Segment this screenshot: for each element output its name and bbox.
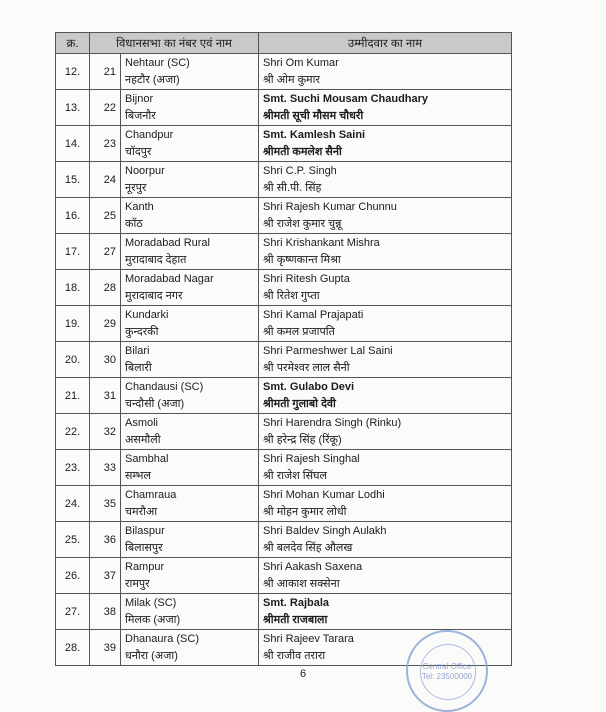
candidate-name-english: Shri Harendra Singh (Rinku) <box>263 416 402 429</box>
candidate-name-hindi: श्री आकाश सक्सेना <box>263 577 340 590</box>
constituency-number-cell <box>90 450 121 486</box>
table-row <box>56 414 512 450</box>
serial-number: 13. <box>64 101 81 114</box>
serial-number-cell <box>56 378 90 414</box>
table-row <box>56 594 512 630</box>
table-row <box>56 522 512 558</box>
serial-number: 22. <box>64 425 81 438</box>
constituency-name-english: Rampur <box>125 560 165 573</box>
constituency-name-hindi: मिलक (अजा) <box>125 613 181 626</box>
candidate-name-hindi: श्री हरेन्द्र सिंह (रिंकू) <box>263 433 342 446</box>
candidate-name-hindi: श्रीमती सूची मौसम चौधरी <box>263 109 364 122</box>
candidate-name-english: Shri Aakash Saxena <box>263 560 363 573</box>
candidate-name-english: Shri Krishankant Mishra <box>263 236 380 249</box>
constituency-name-english: Milak (SC) <box>125 596 177 609</box>
constituency-name-hindi: कुन्दरकी <box>125 325 159 338</box>
serial-number-cell <box>56 630 90 666</box>
serial-number-cell <box>56 594 90 630</box>
candidate-name-english: Shri Baldev Singh Aulakh <box>263 524 387 537</box>
candidate-name-hindi: श्रीमती कमलेश सैनी <box>263 145 342 158</box>
stamp-text-phone: Tel: 23500000 <box>421 672 473 681</box>
serial-number-cell <box>56 486 90 522</box>
constituency-number: 24 <box>103 173 116 186</box>
serial-number: 28. <box>64 641 81 654</box>
constituency-number: 30 <box>103 353 116 366</box>
candidate-name-english: Shri Mohan Kumar Lodhi <box>263 488 385 501</box>
table-row <box>56 54 512 90</box>
candidate-name-english: Smt. Rajbala <box>263 596 330 609</box>
table-row <box>56 90 512 126</box>
candidate-name-cell <box>259 414 512 450</box>
serial-number: 23. <box>64 461 81 474</box>
serial-number: 14. <box>64 137 81 150</box>
serial-number-cell <box>56 198 90 234</box>
candidate-name-english: Shri Ritesh Gupta <box>263 272 350 285</box>
candidate-name-cell <box>259 342 512 378</box>
candidate-name-english: Smt. Suchi Mousam Chaudhary <box>263 92 429 105</box>
candidate-name-cell <box>259 90 512 126</box>
constituency-name-cell <box>121 630 259 666</box>
table-row <box>56 558 512 594</box>
constituency-number-cell <box>90 378 121 414</box>
constituency-number: 31 <box>103 389 116 402</box>
constituency-number-cell <box>90 342 121 378</box>
candidate-name-cell <box>259 234 512 270</box>
constituency-name-hindi: बिलासपुर <box>125 541 163 554</box>
constituency-number-cell <box>90 126 121 162</box>
candidate-name-english: Shri Om Kumar <box>263 56 339 69</box>
constituency-name-cell <box>121 558 259 594</box>
stamp-text-office: Central Office <box>422 662 472 671</box>
candidate-name-cell <box>259 378 512 414</box>
serial-number-cell <box>56 54 90 90</box>
serial-number-cell <box>56 450 90 486</box>
candidate-name-cell <box>259 522 512 558</box>
constituency-number: 27 <box>103 245 116 258</box>
table-header-row <box>56 33 512 54</box>
page-number: 6 <box>299 668 307 680</box>
serial-number: 18. <box>64 281 81 294</box>
constituency-name-hindi: मुरादाबाद नगर <box>125 289 183 302</box>
candidate-name-english: Shri Rajesh Singhal <box>263 452 360 465</box>
constituency-name-cell <box>121 54 259 90</box>
serial-number-cell <box>56 342 90 378</box>
constituency-name-english: Bijnor <box>125 92 154 105</box>
constituency-number: 22 <box>103 101 116 114</box>
candidate-name-cell <box>259 270 512 306</box>
candidate-name-english: Smt. Gulabo Devi <box>263 380 355 393</box>
constituency-name-cell <box>121 450 259 486</box>
constituency-name-cell <box>121 198 259 234</box>
serial-number: 25. <box>64 533 81 546</box>
constituency-name-english: Chandausi (SC) <box>125 380 204 393</box>
constituency-number-cell <box>90 306 121 342</box>
serial-number-cell <box>56 558 90 594</box>
office-stamp <box>406 630 488 712</box>
candidate-name-cell <box>259 306 512 342</box>
serial-number: 17. <box>64 245 81 258</box>
candidate-name-hindi: श्री कृष्णकान्त मिश्रा <box>263 253 341 266</box>
constituency-name-english: Noorpur <box>125 164 165 177</box>
constituency-name-cell <box>121 162 259 198</box>
candidate-name-hindi: श्री कमल प्रजापति <box>263 325 335 338</box>
constituency-name-english: Kanth <box>125 200 154 213</box>
serial-number: 20. <box>64 353 81 366</box>
candidate-name-hindi: श्रीमती गुलाबो देवी <box>263 397 336 410</box>
constituency-number: 28 <box>103 281 116 294</box>
serial-number-cell <box>56 126 90 162</box>
constituency-name-hindi: असमौली <box>125 433 161 446</box>
table-row <box>56 342 512 378</box>
constituency-name-hindi: मुरादाबाद देहात <box>125 253 187 266</box>
candidate-name-cell <box>259 558 512 594</box>
constituency-name-english: Moradabad Nagar <box>125 272 214 285</box>
candidate-name-cell <box>259 54 512 90</box>
constituency-number: 33 <box>103 461 116 474</box>
constituency-number: 37 <box>103 569 116 582</box>
candidate-name-hindi: श्री रितेश गुप्ता <box>263 289 320 302</box>
constituency-number-cell <box>90 198 121 234</box>
constituency-name-english: Chandpur <box>125 128 174 141</box>
constituency-name-cell <box>121 414 259 450</box>
constituency-name-english: Moradabad Rural <box>125 236 210 249</box>
candidate-name-hindi: श्री परमेश्वर लाल सैनी <box>263 361 350 374</box>
table-row <box>56 486 512 522</box>
serial-number-cell <box>56 234 90 270</box>
serial-number: 16. <box>64 209 81 222</box>
constituency-number: 36 <box>103 533 116 546</box>
constituency-number-cell <box>90 54 121 90</box>
table-row <box>56 378 512 414</box>
constituency-number-cell <box>90 522 121 558</box>
constituency-name-hindi: धनौरा (अजा) <box>125 649 178 662</box>
candidate-name-hindi: श्रीमती राजबाला <box>263 613 328 626</box>
candidate-name-cell <box>259 162 512 198</box>
table-row <box>56 198 512 234</box>
candidate-name-english: Shri C.P. Singh <box>263 164 337 177</box>
constituency-name-cell <box>121 270 259 306</box>
table-row <box>56 234 512 270</box>
constituency-name-cell <box>121 522 259 558</box>
candidate-name-english: Shri Kamal Prajapati <box>263 308 364 321</box>
constituency-number-cell <box>90 270 121 306</box>
constituency-name-english: Asmoli <box>125 416 159 429</box>
serial-number-cell <box>56 414 90 450</box>
candidate-name-english: Shri Rajeev Tarara <box>263 632 354 645</box>
constituency-name-english: Bilari <box>125 344 150 357</box>
table-row <box>56 270 512 306</box>
table-row <box>56 450 512 486</box>
constituency-name-cell <box>121 234 259 270</box>
serial-number: 19. <box>64 317 81 330</box>
constituency-number-cell <box>90 234 121 270</box>
candidate-name-hindi: श्री राजेश सिंघल <box>263 469 327 482</box>
serial-number: 26. <box>64 569 81 582</box>
constituency-name-english: Chamraua <box>125 488 177 501</box>
candidate-name-english: Shri Rajesh Kumar Chunnu <box>263 200 397 213</box>
constituency-name-cell <box>121 378 259 414</box>
constituency-number: 29 <box>103 317 116 330</box>
constituency-number-cell <box>90 594 121 630</box>
serial-number: 12. <box>64 65 81 78</box>
constituency-name-cell <box>121 486 259 522</box>
constituency-name-hindi: चन्दौसी (अजा) <box>125 397 185 410</box>
table-row <box>56 306 512 342</box>
constituency-name-english: Nehtaur (SC) <box>125 56 190 69</box>
constituency-number: 38 <box>103 605 116 618</box>
candidate-name-cell <box>259 594 512 630</box>
constituency-name-hindi: बिजनौर <box>125 109 156 122</box>
serial-number: 21. <box>64 389 81 402</box>
constituency-number: 39 <box>103 641 116 654</box>
constituency-number-cell <box>90 414 121 450</box>
constituency-name-hindi: चॉदपुर <box>125 145 152 158</box>
constituency-name-hindi: सम्भल <box>125 469 151 482</box>
candidate-name-cell <box>259 126 512 162</box>
constituency-number-cell <box>90 558 121 594</box>
constituency-name-cell <box>121 342 259 378</box>
constituency-number: 21 <box>103 65 116 78</box>
serial-number-cell <box>56 306 90 342</box>
constituency-number: 35 <box>103 497 116 510</box>
constituency-number: 32 <box>103 425 116 438</box>
constituency-number-cell <box>90 162 121 198</box>
constituency-name-cell <box>121 306 259 342</box>
candidate-name-hindi: श्री सी.पी. सिंह <box>263 181 322 194</box>
table-row <box>56 162 512 198</box>
constituency-name-hindi: चमरौआ <box>125 505 158 518</box>
constituency-name-english: Sambhal <box>125 452 169 465</box>
header-candidate: उम्मीदवार का नाम <box>259 33 512 54</box>
serial-number: 24. <box>64 497 81 510</box>
constituency-name-cell <box>121 90 259 126</box>
serial-number-cell <box>56 522 90 558</box>
constituency-name-hindi: नहटौर (अजा) <box>125 73 180 86</box>
serial-number-cell <box>56 90 90 126</box>
constituency-number-cell <box>90 90 121 126</box>
header-serial: क्र. <box>56 33 90 54</box>
candidate-name-english: Shri Parmeshwer Lal Saini <box>263 344 393 357</box>
candidate-name-cell <box>259 450 512 486</box>
serial-number: 27. <box>64 605 81 618</box>
serial-number-cell <box>56 162 90 198</box>
constituency-name-hindi: बिलारी <box>125 361 152 374</box>
candidate-name-hindi: श्री ओम कुमार <box>263 73 320 86</box>
candidate-name-cell <box>259 198 512 234</box>
constituency-name-cell <box>121 126 259 162</box>
candidate-name-hindi: श्री बलदेव सिंह औलख <box>263 541 353 554</box>
candidate-name-english: Smt. Kamlesh Saini <box>263 128 366 141</box>
constituency-number-cell <box>90 630 121 666</box>
table-row <box>56 126 512 162</box>
candidate-name-hindi: श्री राजेश कुमार चुन्नू <box>263 217 342 230</box>
constituency-name-hindi: रामपुर <box>125 577 150 590</box>
serial-number-cell <box>56 270 90 306</box>
constituency-name-english: Kundarki <box>125 308 169 321</box>
serial-number: 15. <box>64 173 81 186</box>
constituency-name-cell <box>121 594 259 630</box>
header-constituency: विधानसभा का नंबर एवं नाम <box>90 33 259 54</box>
candidate-name-cell <box>259 486 512 522</box>
candidate-name-hindi: श्री मोहन कुमार लोधी <box>263 505 347 518</box>
constituency-number-cell <box>90 486 121 522</box>
constituency-number: 25 <box>103 209 116 222</box>
candidate-name-hindi: श्री राजीव तरारा <box>263 649 326 662</box>
constituency-number: 23 <box>103 137 116 150</box>
constituency-name-hindi: कॉठ <box>125 217 143 230</box>
constituency-name-english: Dhanaura (SC) <box>125 632 199 645</box>
constituency-name-hindi: नूरपुर <box>125 181 147 194</box>
constituency-name-english: Bilaspur <box>125 524 165 537</box>
candidate-table <box>55 32 512 666</box>
